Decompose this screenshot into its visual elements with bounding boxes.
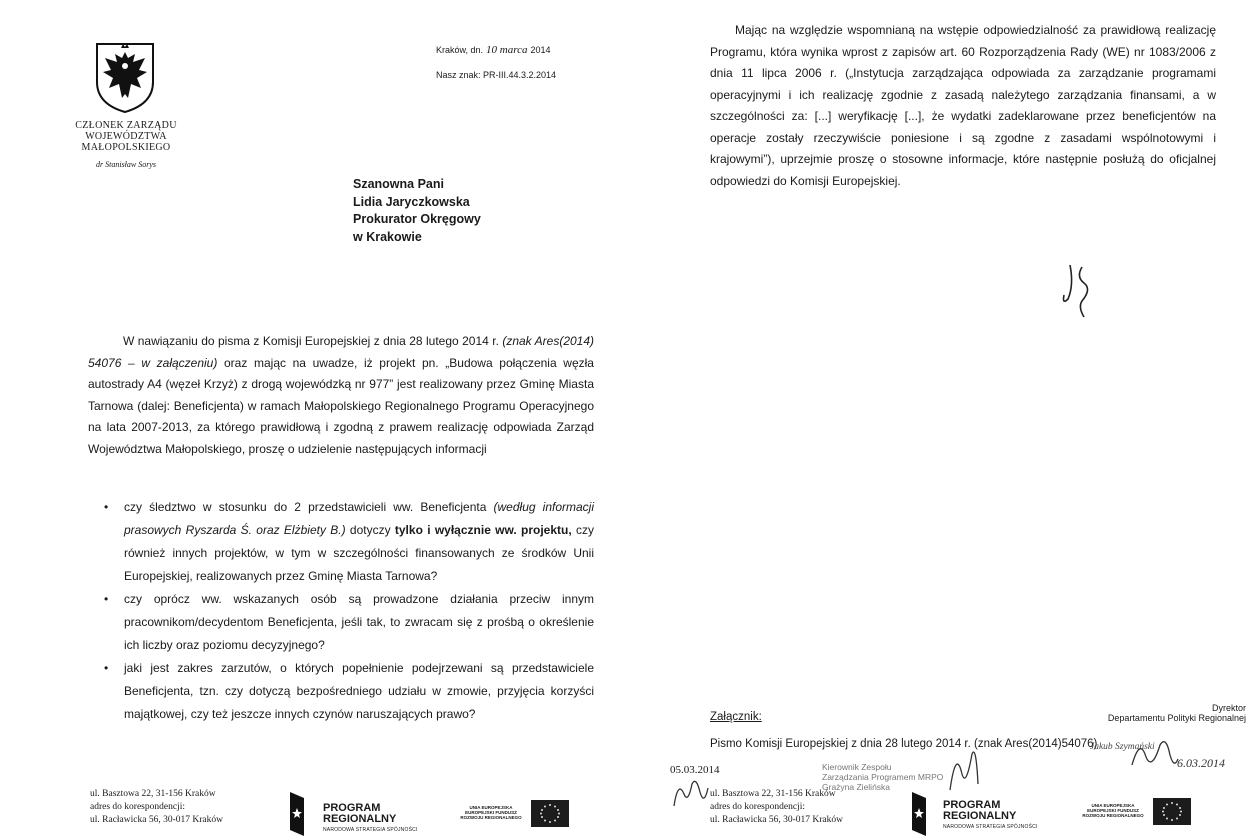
signature-scribble-icon — [946, 744, 980, 794]
list-item — [104, 496, 594, 588]
eu-line: UNIA EUROPEJSKA — [1091, 803, 1135, 808]
bullet-icon: • — [104, 592, 109, 606]
list-item — [104, 657, 594, 726]
program-regionalny-label — [943, 800, 1038, 832]
org-line: WOJEWÓDZTWA — [85, 131, 167, 142]
faded-stamp-line: Kierownik Zespołu — [822, 762, 892, 772]
faded-stamp-line: Zarządzania Programem MRPO — [822, 772, 944, 782]
address-line: adres do korespondencji: — [710, 802, 805, 812]
letter-body-intro — [88, 331, 594, 460]
intro-text: oraz mając na uwadze, iż projekt pn. „Budowa połączenia węzła autostrady A4 (węzeł Krzyż) z drogą wojewódzką nr 977” jest realizowany przez Gminę Miasta Tarnowa (dalej: Beneficjenta) w ramach Małopolskiego Regionalnego Programu Operacyjnego na lata 2007-2013, za którego prawidłową i zgodną z prawem realizację odpowiada Zarząd Województwa Małopolskiego, proszę o udzielenie następujących informacji — [88, 355, 594, 456]
signature-date: 6.03.2014 — [1177, 756, 1225, 770]
date-year: 2014 — [530, 45, 551, 55]
question-list — [104, 496, 594, 726]
issuer-org — [70, 120, 182, 153]
stamp-date: 05.03.2014 — [670, 764, 720, 776]
eu-line: EUROPEJSKI FUNDUSZ — [1087, 808, 1139, 813]
issuer-person: dr Stanisław Sorys — [95, 160, 156, 169]
coat-of-arms-icon — [95, 42, 155, 114]
program-line: REGIONALNY — [323, 813, 397, 825]
addressee-block — [353, 176, 481, 246]
eu-line: ROZWOJU REGIONALNEGO — [460, 815, 522, 820]
director-department: Departamentu Polityki Regionalnej — [1107, 713, 1246, 723]
question-text: czy również innych projektów, w tym w szczególności finansowanych ze środków Unii Europejskiej, realizowanych przez Gminę Miasta Tarnowa? — [124, 523, 595, 583]
signatory-name: Jakub Szymański — [1090, 742, 1155, 752]
eu-flag-icon — [531, 800, 569, 827]
attachment-description: Pismo Komisji Europejskiej z dnia 28 lutego 2014 r. (znak Ares(2014)54076) — [710, 738, 1098, 750]
program-line: PROGRAM — [943, 799, 1001, 811]
address-line: ul. Racławicka 56, 30-017 Kraków — [90, 815, 223, 825]
eu-fund-label — [1078, 803, 1148, 818]
question-text: czy oprócz ww. wskazanych osób są prowadzone działania przeciw innym pracownikom/decydentom Beneficjenta, jeśli tak, to zwracam się z prośbą o określenie ich liczby oraz poziomu decyzyjnego? — [124, 592, 594, 652]
letter-page-right — [630, 0, 1259, 839]
address-line: ul. Basztowa 22, 31-156 Kraków — [90, 789, 216, 799]
address-line: adres do korespondencji: — [90, 802, 185, 812]
org-line: CZŁONEK ZARZĄDU — [75, 120, 177, 131]
list-item — [104, 588, 594, 657]
bullet-icon: • — [104, 500, 109, 514]
eu-fund-label — [456, 805, 526, 820]
handwritten-initials-icon — [1060, 255, 1110, 325]
address-line: ul. Racławicka 56, 30-017 Kraków — [710, 815, 843, 825]
eu-line: ROZWOJU REGIONALNEGO — [1082, 813, 1144, 818]
program-subtitle: NARODOWA STRATEGIA SPÓJNOŚCI — [323, 827, 418, 833]
letter-date — [436, 44, 551, 56]
footer-address — [710, 788, 843, 827]
stamp-signature-icon — [670, 776, 710, 810]
address-line: ul. Basztowa 22, 31-156 Kraków — [710, 789, 836, 799]
program-regionalny-label — [323, 803, 418, 835]
closing-paragraph: Mając na względzie wspomnianą na wstępie odpowiedzialność za prawidłową realizację Programu, która wynika wprost z zapisów art. 60 Rozporządzenia Rady (WE) nr 1083/2006 z dnia 11 lipca 2006 r. („Instytucja zarządzająca odpowiada za zarządzanie programami operacyjnymi i ich realizację zgodnie z zasadą należytego zarządzania finansami, a w szczególności za: [...] weryfikację [...], że wydatki zadeklarowane przez beneficjentów na operacje zostały rzeczywiście poniesione i są zgodne z zasadami wspólnotowymi i krajowymi”), uprzejmie proszę o stosowne informacje, które następnie posłużą do oficjalnej odpowiedzi do Komisji Europejskiej. — [710, 23, 1216, 188]
director-title: Dyrektor — [1211, 703, 1246, 713]
org-line: MAŁOPOLSKIEGO — [81, 142, 171, 153]
intro-reference-italic: (znak Ares(2014) 54076 – w załączeniu) — [88, 334, 595, 370]
program-regionalny-logo-icon — [912, 792, 926, 836]
faded-stamp-line: Grażyna Zielińska — [822, 782, 891, 792]
footer-address — [90, 788, 223, 827]
intro-paragraph — [88, 331, 594, 460]
program-subtitle: NARODOWA STRATEGIA SPÓJNOŚCI — [943, 824, 1038, 830]
eu-line: UNIA EUROPEJSKA — [469, 805, 513, 810]
addressee-line: Szanowna Pani — [353, 177, 444, 191]
reference-number: Nasz znak: PR-III.44.3.2.2014 — [436, 70, 557, 80]
question-text: czy śledztwo w stosunku do 2 przedstawicieli ww. Beneficjenta — [124, 500, 494, 514]
program-line: PROGRAM — [323, 802, 381, 814]
date-handwritten: 10 marca — [486, 44, 528, 56]
attachment-label: Załącznik: — [710, 711, 762, 723]
program-regionalny-logo-icon — [290, 792, 304, 836]
addressee-line: Lidia Jaryczkowska — [353, 194, 470, 209]
eu-line: EUROPEJSKI FUNDUSZ — [465, 810, 517, 815]
question-text-italic: (według informacji prasowych Ryszarda Ś. oraz Elżbiety B.) — [124, 500, 594, 537]
letter-body-continued — [710, 20, 1216, 192]
question-text: jaki jest zakres zarzutów, o których popełnienie podejrzewani są przedstawiciele Beneficjenta, tzn. czy dotyczą bezpośredniego udziału w zmowie, przyjęcia korzyści majątkowej, czy też jeszcze innych czynów naruszających prawo? — [124, 661, 594, 721]
program-line: REGIONALNY — [943, 810, 1017, 822]
intro-text: W nawiązaniu do pisma z Komisji Europejskiej z dnia 28 lutego 2014 r. — [123, 334, 503, 348]
signature-scribble-icon — [1130, 735, 1180, 775]
eu-flag-icon — [1153, 798, 1191, 825]
question-text: dotyczy — [345, 523, 395, 537]
director-stamp — [1086, 703, 1246, 723]
question-text-bold: tylko i wyłącznie ww. projektu, — [394, 523, 572, 537]
addressee-line: w Krakowie — [353, 229, 422, 244]
bullet-icon: • — [104, 661, 109, 675]
addressee-line: Prokurator Okręgowy — [353, 212, 481, 226]
date-prefix: Kraków, dn. — [436, 45, 484, 55]
